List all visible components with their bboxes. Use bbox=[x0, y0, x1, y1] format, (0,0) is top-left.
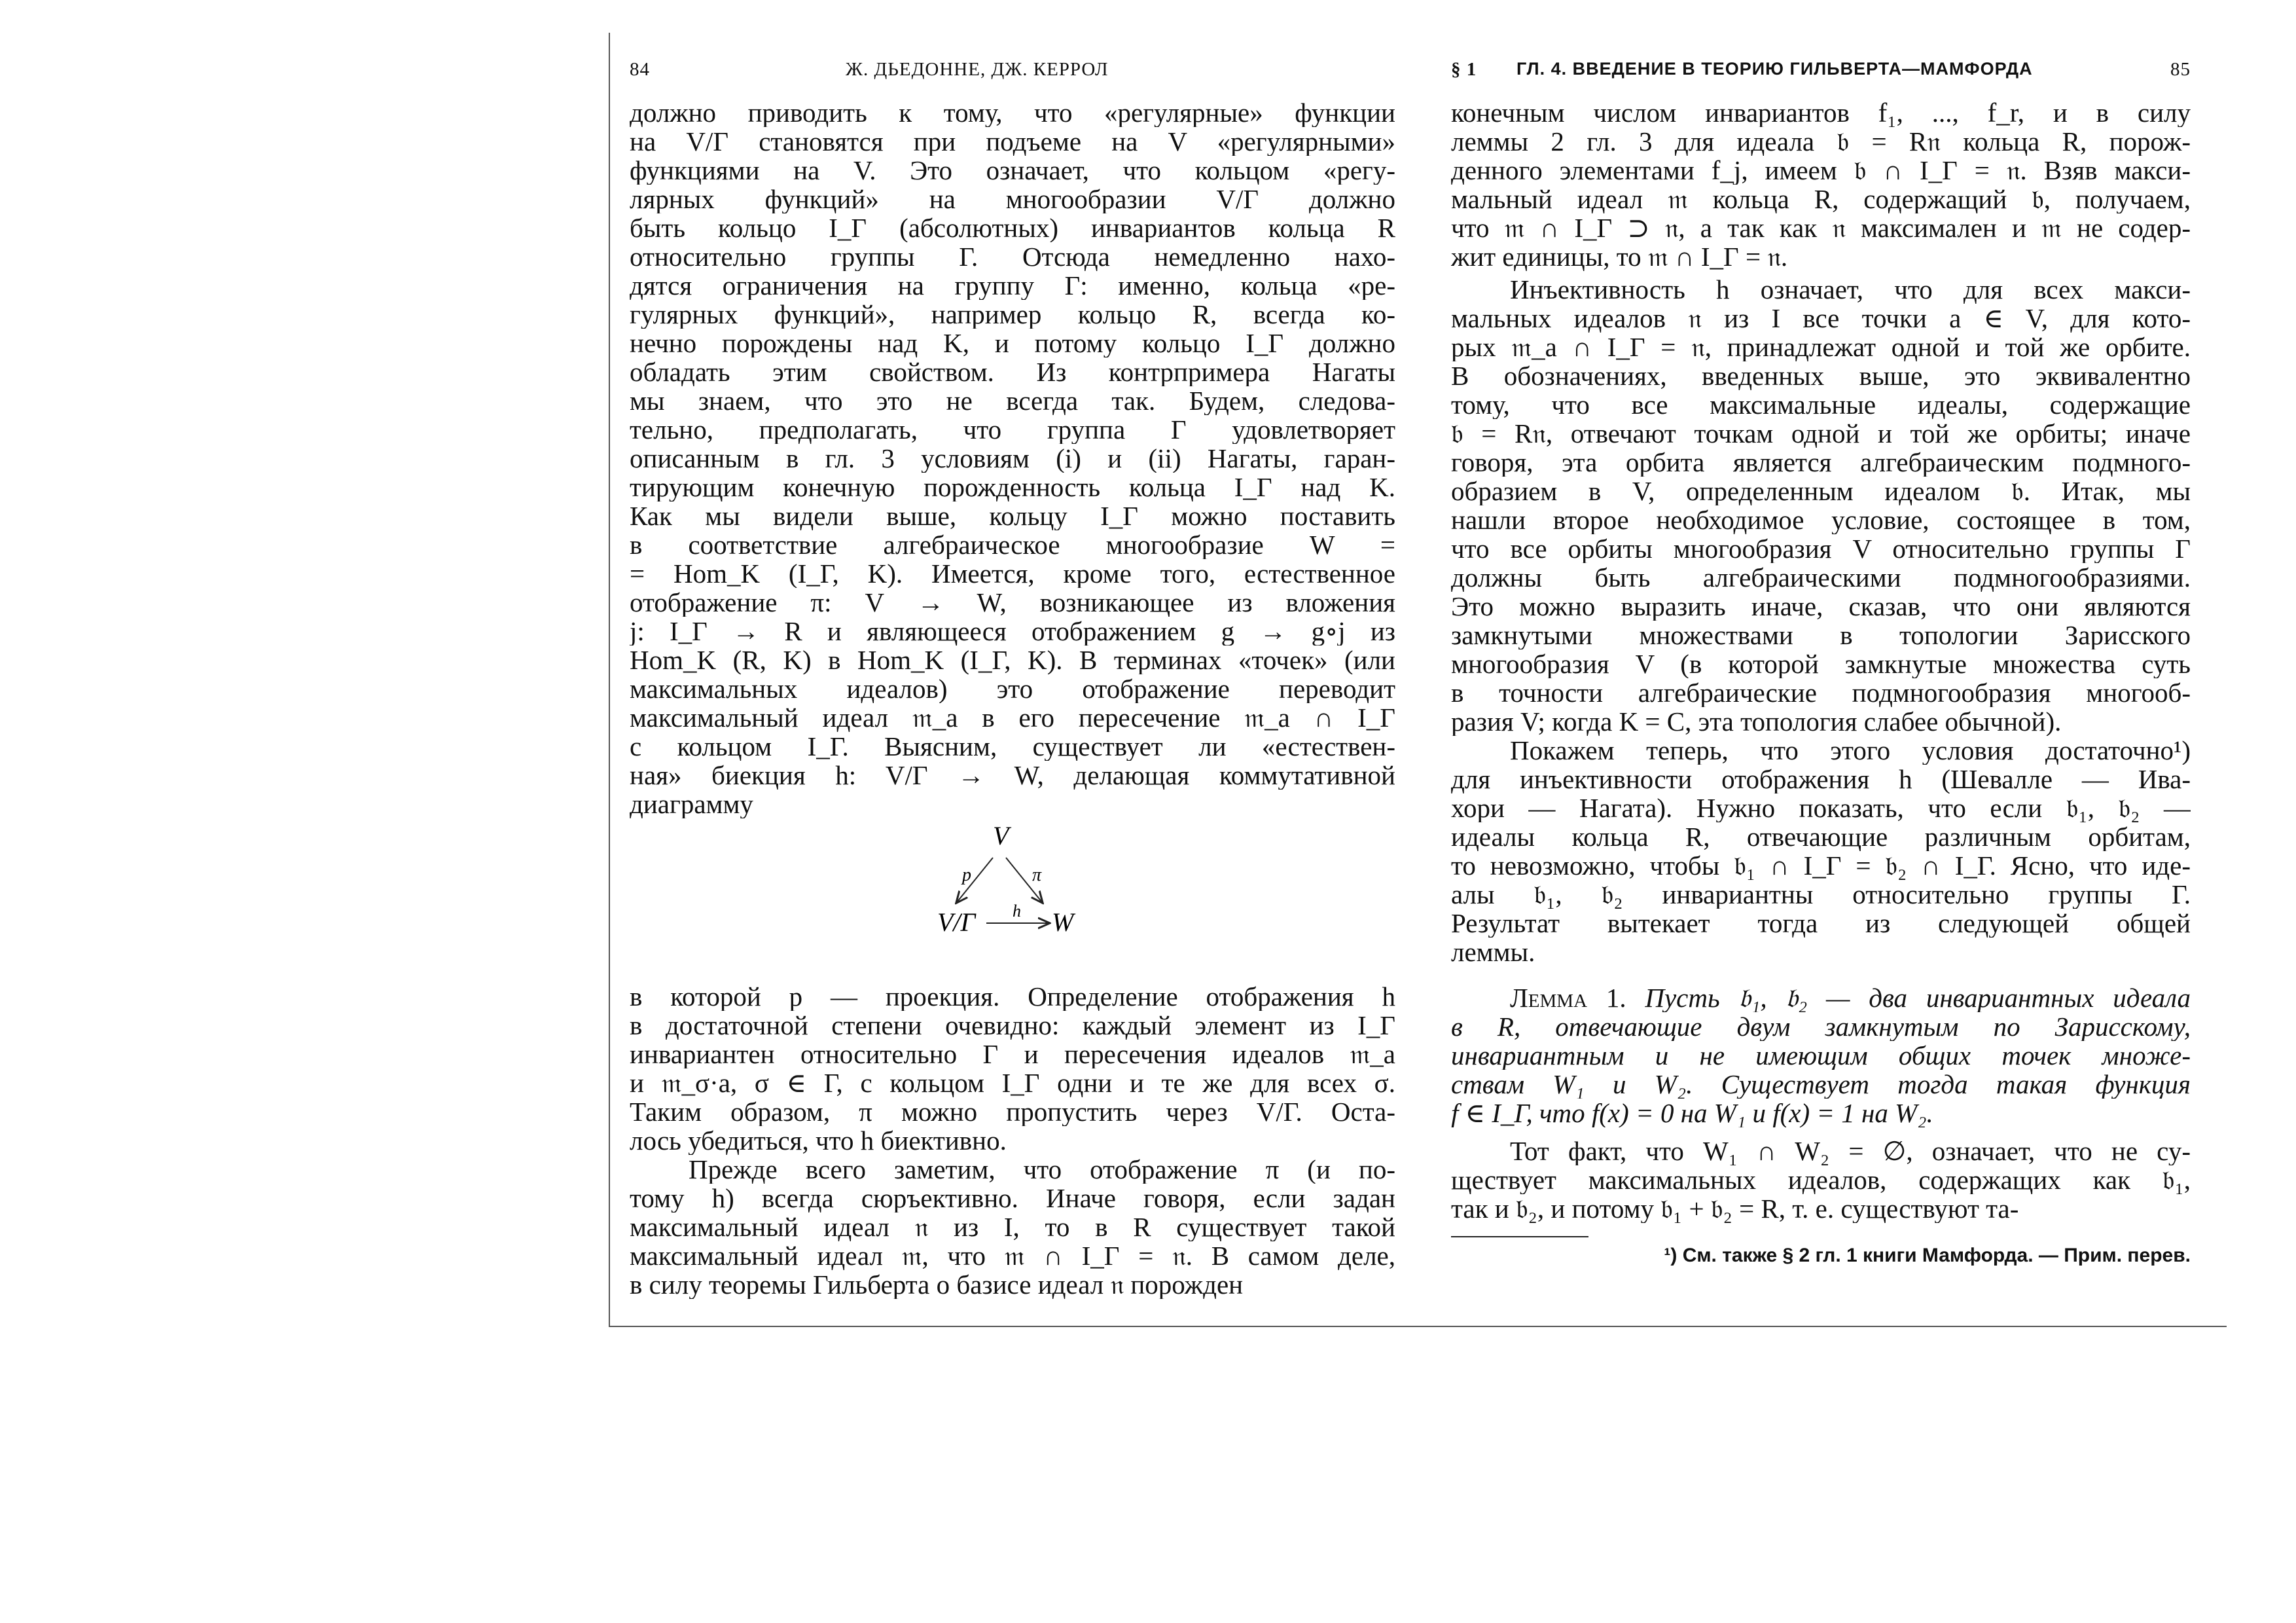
lemma-heading: Лемма 1. bbox=[1510, 983, 1645, 1012]
text-line: что все орбиты многообразия V относительно группы Γ bbox=[1451, 534, 2191, 563]
text-line: замкнутыми множествами в топологии Зарисского bbox=[1451, 621, 2191, 649]
diagram-label-h: h bbox=[1013, 902, 1021, 921]
text-line: в силу теоремы Гильберта о базисе идеал 𝔫 порожден bbox=[630, 1270, 1244, 1299]
section-mark: § 1 bbox=[1451, 59, 1477, 80]
text-line: мальных идеалов 𝔫 из I все точки a ∈ V, для кото- bbox=[1451, 304, 2191, 333]
text-line: = Hom_K (I_Γ, K). Имеется, кроме того, естественное bbox=[630, 559, 1395, 588]
text-line: Лемма 1. Пусть 𝔟₁, 𝔟₂ — два инвариантных идеала bbox=[1510, 983, 2191, 1012]
text-line: Инъективность h означает, что для всех макси- bbox=[1510, 275, 2191, 304]
text-line: мы знаем, что это не всегда так. Будем, следова- bbox=[630, 386, 1395, 415]
right-paragraph-4 bbox=[1451, 1137, 2191, 1223]
text-line: для инъективности отображения h (Шевалле — Ива- bbox=[1451, 765, 2191, 793]
right-running-head: ГЛ. 4. ВВЕДЕНИЕ В ТЕОРИЮ ГИЛЬВЕРТА—МАМФОРДА bbox=[1516, 59, 2033, 79]
text-line: нечно порождены над K, и потому кольцо I_Γ должно bbox=[630, 329, 1395, 357]
text-line: образием в V, определенным идеалом 𝔟. Итак, мы bbox=[1451, 477, 2191, 505]
left-page-header bbox=[630, 59, 1395, 98]
text-line: ствам W₁ и W₂. Существует тогда такая функция bbox=[1451, 1070, 2191, 1099]
right-page-header bbox=[1451, 59, 2191, 98]
right-body bbox=[1451, 98, 2191, 1269]
text-line: максимальных идеалов) это отображение переводит bbox=[630, 674, 1395, 703]
text-line: Как мы видели выше, кольцу I_Γ можно поставить bbox=[630, 501, 1395, 530]
text-line: отображение π: V → W, возникающее из вложения bbox=[630, 588, 1395, 617]
left-paragraph-2 bbox=[630, 982, 1395, 1155]
left-paragraph-3 bbox=[630, 1155, 1395, 1299]
text-line: тому h) всегда сюръективно. Иначе говоря, если задан bbox=[630, 1184, 1395, 1213]
text-line: денного элементами f_j, имеем 𝔟 ∩ I_Γ = 𝔫. Взяв макси- bbox=[1451, 156, 2191, 185]
text-line: и 𝔪_σ·a, σ ∈ Γ, с кольцом I_Γ одни и те же для всех σ. bbox=[630, 1068, 1395, 1097]
text-line: Прежде всего заметим, что отображение π (и по- bbox=[689, 1155, 1395, 1184]
lemma-1 bbox=[1451, 983, 2191, 1127]
text-line: ная» биекция h: V/Γ → W, делающая коммутативной bbox=[630, 761, 1395, 790]
left-page bbox=[630, 33, 1395, 1326]
diagram-arrows bbox=[630, 818, 1395, 982]
text-line: Тот факт, что W₁ ∩ W₂ = ∅, означает, что не су- bbox=[1510, 1137, 2191, 1165]
text-line: диаграмму bbox=[630, 790, 753, 818]
text-line: разия V; когда K = C, эта топология слабее обычной). bbox=[1451, 707, 2062, 736]
text-line: говоря, эта орбита является алгебраическим подмного- bbox=[1451, 448, 2191, 477]
right-page-number: 85 bbox=[2170, 59, 2191, 80]
text-line: Таким образом, π можно пропустить через V/Γ. Оста- bbox=[630, 1097, 1395, 1126]
text-line: максимальный идеал 𝔫 из I, то в R существует такой bbox=[630, 1213, 1395, 1241]
text-line: относительно группы Γ. Отсюда немедленно нахо- bbox=[630, 242, 1395, 271]
text-line: алы 𝔟₁, 𝔟₂ инвариантны относительно группы Γ. bbox=[1451, 880, 2191, 909]
diagram-label-pi: π bbox=[1032, 865, 1042, 885]
right-paragraph-3 bbox=[1451, 736, 2191, 966]
text-line: конечным числом инвариантов f₁, ..., f_r, и в силу bbox=[1451, 98, 2191, 127]
text-line: в которой p — проекция. Определение отображения h bbox=[630, 982, 1395, 1011]
text-line: с кольцом I_Γ. Выясним, существует ли «естествен- bbox=[630, 732, 1395, 761]
left-body bbox=[630, 98, 1395, 1299]
diagram-label-p: p bbox=[962, 865, 971, 885]
text-line: j: I_Γ → R и являющееся отображением g → g∘j из bbox=[630, 617, 1395, 646]
text-line: максимальный идеал 𝔪, что 𝔪 ∩ I_Γ = 𝔫. В самом деле, bbox=[630, 1241, 1395, 1270]
text-line: жит единицы, то 𝔪 ∩ I_Γ = 𝔫. bbox=[1451, 242, 1788, 271]
text-line: в достаточной степени очевидно: каждый элемент из I_Γ bbox=[630, 1011, 1395, 1040]
text-line: многообразия V (в которой замкнутые множества суть bbox=[1451, 649, 2191, 678]
text-line: гулярных функций», например кольцо R, всегда ко- bbox=[630, 300, 1395, 329]
text-line: f ∈ I_Γ, что f(x) = 0 на W₁ и f(x) = 1 на W₂. bbox=[1451, 1099, 1933, 1127]
text-line: рых 𝔪_a ∩ I_Γ = 𝔫, принадлежат одной и той же орбите. bbox=[1451, 333, 2191, 361]
text-line: должны быть алгебраическими подмногообразиями. bbox=[1451, 563, 2191, 592]
text-line: описанным в гл. 3 условиям (i) и (ii) Нагаты, гаран- bbox=[630, 444, 1395, 473]
text-line: в R, отвечающие двум замкнутым по Зарисскому, bbox=[1451, 1012, 2191, 1041]
text-line: леммы 2 гл. 3 для идеала 𝔟 = R𝔫 кольца R, порож- bbox=[1451, 127, 2191, 156]
text-line: должно приводить к тому, что «регулярные» функции bbox=[630, 98, 1395, 127]
text-line: дятся ограничения на группу Γ: именно, кольца «ре- bbox=[630, 271, 1395, 300]
footnote-rule bbox=[1451, 1236, 1588, 1237]
text-line: тирующим конечную порожденность кольца I_Γ над K. bbox=[630, 473, 1395, 501]
text-line: лось убедиться, что h биективно. bbox=[630, 1126, 1007, 1155]
text-line: леммы. bbox=[1451, 938, 1535, 966]
right-paragraph-2 bbox=[1451, 275, 2191, 736]
text-line: Результат вытекает тогда из следующей общей bbox=[1451, 909, 2191, 938]
text-line: что 𝔪 ∩ I_Γ ⊃ 𝔫, а так как 𝔫 максимален и 𝔪 не содер- bbox=[1451, 213, 2191, 242]
text-line: обладать этим свойством. Из контрпримера Нагаты bbox=[630, 357, 1395, 386]
text-line: 𝔟 = R𝔫, отвечают точкам одной и той же орбиты; иначе bbox=[1451, 419, 2191, 448]
text-line: инвариантным и не имеющим общих точек множе- bbox=[1451, 1041, 2191, 1070]
text-line: хори — Нагата). Нужно показать, что если 𝔟₁, 𝔟₂ — bbox=[1451, 793, 2191, 822]
right-paragraph-1 bbox=[1451, 98, 2191, 271]
text-line: быть кольцо I_Γ (абсолютных) инвариантов кольца R bbox=[630, 213, 1395, 242]
book-spread bbox=[609, 33, 2227, 1327]
diagram-w: W bbox=[1052, 907, 1074, 937]
text-line: максимальный идеал 𝔪_a в его пересечение 𝔪_a ∩ I_Γ bbox=[630, 703, 1395, 732]
text-line: идеалы кольца R, отвечающие различным орбитам, bbox=[1451, 822, 2191, 851]
text-line: лярных функций» на многообразии V/Γ должно bbox=[630, 185, 1395, 213]
footnote: ¹) См. также § 2 гл. 1 книги Мамфорда. — Прим. перев. bbox=[1664, 1245, 2191, 1266]
left-paragraph-1 bbox=[630, 98, 1395, 818]
text-line: в соответствие алгебраическое многообразие W = bbox=[630, 530, 1395, 559]
left-running-head: Ж. ДЬЕДОННЕ, ДЖ. КЕРРОЛ bbox=[846, 59, 1109, 80]
text-line: Это можно выразить иначе, сказав, что они являются bbox=[1451, 592, 2191, 621]
text-line: Покажем теперь, что этого условия достаточно¹) bbox=[1510, 736, 2191, 765]
commutative-diagram bbox=[630, 818, 1395, 982]
text-line: тому, что все максимальные идеалы, содержащие bbox=[1451, 390, 2191, 419]
text-line: нашли второе необходимое условие, состоящее в том, bbox=[1451, 505, 2191, 534]
diagram-v: V bbox=[993, 821, 1009, 850]
text-line: мальный идеал 𝔪 кольца R, содержащий 𝔟, получаем, bbox=[1451, 185, 2191, 213]
text-line: В обозначениях, введенных выше, это эквивалентно bbox=[1451, 361, 2191, 390]
left-page-number: 84 bbox=[630, 59, 650, 80]
text-line: ществует максимальных идеалов, содержащих как 𝔟₁, bbox=[1451, 1165, 2191, 1194]
right-page bbox=[1451, 33, 2191, 1326]
text-line: на V/Γ становятся при подъеме на V «регулярными» bbox=[630, 127, 1395, 156]
text-line: Hom_K (R, K) в Hom_K (I_Γ, K). В терминах «точек» (или bbox=[630, 646, 1395, 674]
text-line: функциями на V. Это означает, что кольцом «регу- bbox=[630, 156, 1395, 185]
text-line: то невозможно, чтобы 𝔟₁ ∩ I_Γ = 𝔟₂ ∩ I_Γ. Ясно, что иде- bbox=[1451, 851, 2191, 880]
text-line: тельно, предполагать, что группа Γ удовлетворяет bbox=[630, 415, 1395, 444]
diagram-v-gamma: V/Γ bbox=[937, 907, 976, 937]
text-line: так и 𝔟₂, и потому 𝔟₁ + 𝔟₂ = R, т. е. существуют та- bbox=[1451, 1194, 2019, 1223]
text-line: инвариантен относительно Γ и пересечения идеалов 𝔪_a bbox=[630, 1040, 1395, 1068]
text-line: в точности алгебраические подмногообразия многооб- bbox=[1451, 678, 2191, 707]
